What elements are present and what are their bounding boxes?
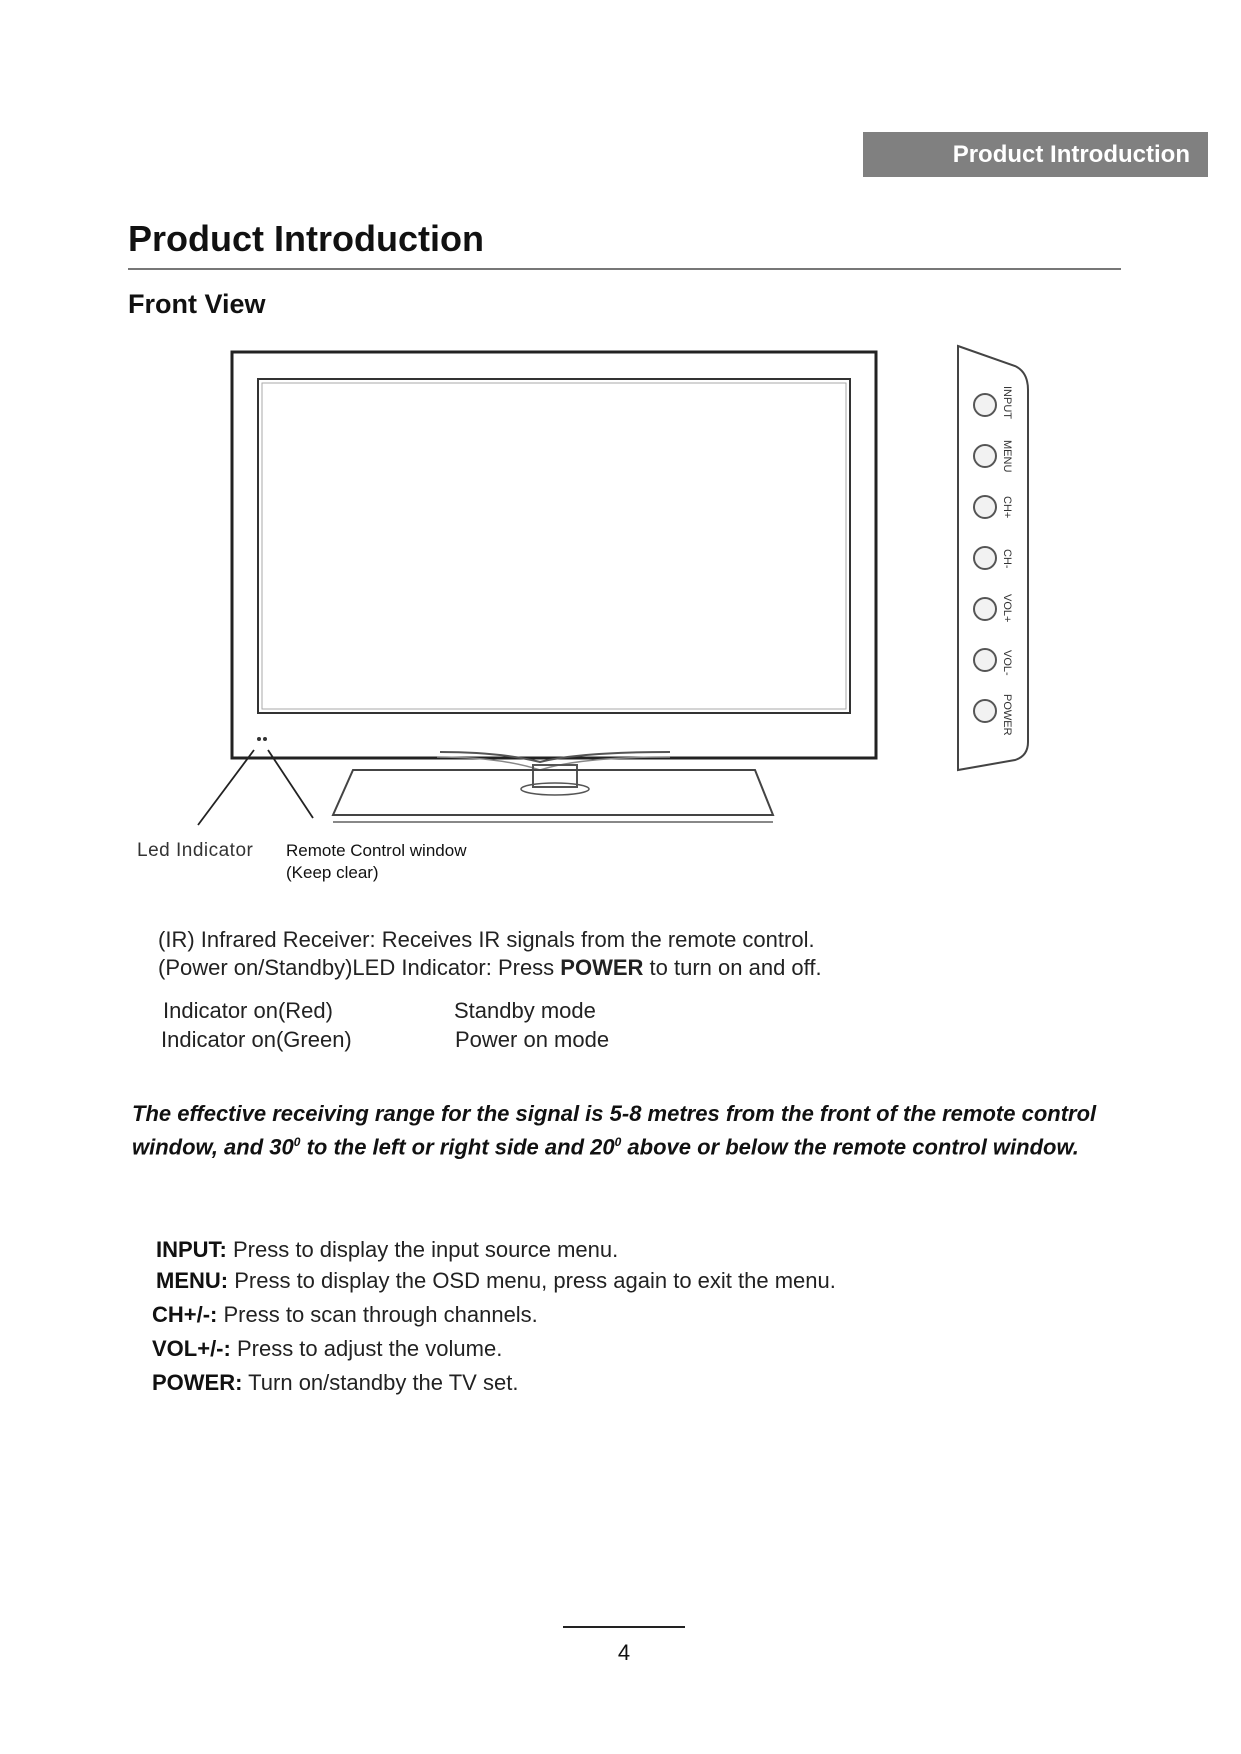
function-key: INPUT:	[156, 1237, 227, 1262]
tv-screen	[258, 379, 850, 713]
note-part-3: above or below the remote control window.	[621, 1134, 1079, 1160]
function-power	[152, 1370, 518, 1396]
side-buttons	[974, 394, 996, 722]
function-input	[156, 1237, 618, 1263]
function-desc: Press to display the OSD menu, press again to exit the menu.	[228, 1268, 836, 1293]
side-label-menu: MENU	[1001, 440, 1013, 473]
remote-window-label-line2: (Keep clear)	[286, 863, 379, 882]
function-key: POWER:	[152, 1370, 243, 1395]
page-number-rule	[563, 1626, 685, 1628]
receiving-range-note	[132, 1100, 1132, 1161]
menu-button	[974, 445, 996, 467]
indicator-red-state: Indicator on(Red)	[163, 998, 333, 1023]
function-key: MENU:	[156, 1268, 229, 1293]
stand-base	[333, 770, 773, 815]
section-title-front-view: Front View	[128, 289, 266, 319]
remote-pointer-line	[268, 750, 313, 818]
indicator-red-mode: Standby mode	[454, 998, 596, 1023]
note-degree-1: 0	[293, 1135, 301, 1149]
function-key: VOL+/-:	[152, 1336, 231, 1361]
vol-plus-button	[974, 598, 996, 620]
function-desc: Press to scan through channels.	[217, 1302, 538, 1327]
ir-description	[158, 926, 822, 982]
function-desc: Turn on/standby the TV set.	[242, 1370, 519, 1395]
remote-window-label	[286, 840, 466, 884]
side-label-ch-plus: CH+	[1001, 496, 1013, 519]
note-part-2: to the left or right side and 20	[300, 1134, 615, 1160]
ch-plus-button	[974, 496, 996, 518]
tv-bezel	[232, 352, 876, 758]
remote-window-dot	[263, 737, 267, 741]
side-label-vol-minus: VOL-	[1001, 650, 1013, 676]
led-indicator-label: Led Indicator	[137, 840, 254, 861]
note-part-1: The effective receiving range for the signal is 5-8 metres from the front of the remote control window, and 30	[132, 1101, 1097, 1160]
indicator-green-mode: Power on mode	[455, 1027, 610, 1052]
power-button	[974, 700, 996, 722]
tv-screen-inner	[262, 383, 846, 709]
page-number: 4	[617, 1640, 631, 1665]
vol-minus-button	[974, 649, 996, 671]
ir-line-2	[158, 954, 822, 982]
page-title: Product Introduction	[128, 218, 484, 259]
led-indicator-dot	[257, 737, 261, 741]
function-key: CH+/-:	[152, 1302, 218, 1327]
ir-line-2-power: POWER	[560, 955, 644, 980]
note-degree-2: 0	[614, 1135, 622, 1149]
remote-window-label-line1: Remote Control window	[286, 841, 467, 860]
function-ch	[152, 1302, 538, 1328]
function-desc: Press to adjust the volume.	[230, 1336, 503, 1361]
indicator-green-state: Indicator on(Green)	[161, 1027, 352, 1052]
input-button	[974, 394, 996, 416]
stand-pillar-base	[521, 783, 589, 795]
function-vol	[152, 1336, 502, 1362]
ir-line-1: (IR) Infrared Receiver: Receives IR signals from the remote control.	[158, 927, 815, 952]
side-label-power: POWER	[1001, 694, 1013, 736]
function-menu	[156, 1268, 836, 1294]
header-tab-label: Product Introduction	[952, 140, 1190, 168]
side-label-ch-minus: CH-	[1001, 549, 1013, 569]
ch-minus-button	[974, 547, 996, 569]
side-label-vol-plus: VOL+	[1001, 594, 1013, 623]
side-label-input: INPUT	[1001, 386, 1013, 419]
led-pointer-line	[198, 750, 254, 825]
ir-line-2-suffix: to turn on and off.	[643, 955, 822, 980]
ir-line-2-prefix: (Power on/Standby)LED Indicator: Press	[158, 955, 561, 980]
function-desc: Press to display the input source menu.	[226, 1237, 619, 1262]
